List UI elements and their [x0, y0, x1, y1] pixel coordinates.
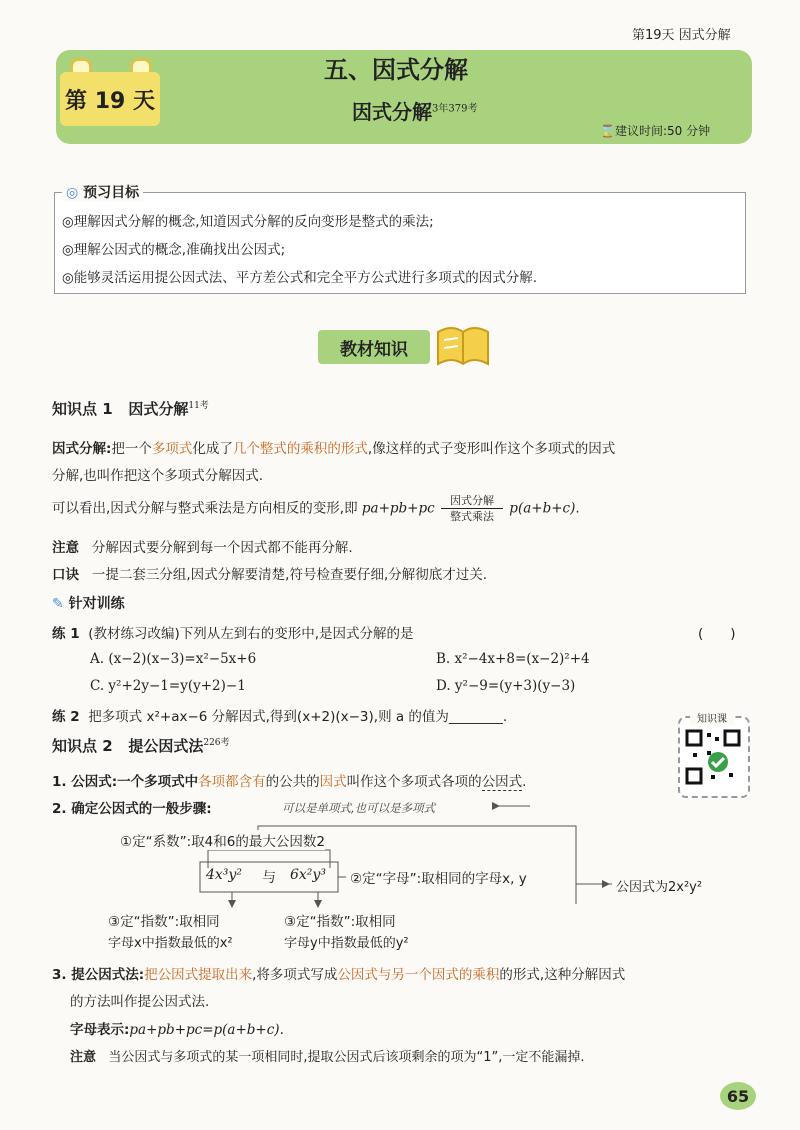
kp1-heading: 知识点 1 因式分解$^{11考}$ — [52, 400, 209, 418]
hourglass-icon: ⌛ — [600, 124, 615, 138]
handwritten-note: 可以是单项式,也可以是多项式 — [282, 801, 436, 815]
kp1-relation: 可以看出,因式分解与整式乘法是方向相反的变形,即 pa+pb+pc $\frac{\text{因式分解}}{\text{整式乘法}}$ p(a+b+c). — [52, 494, 580, 523]
option-b: B. x²−4x+8=(x−2)²+4 — [436, 651, 590, 667]
term-and: 与 — [262, 870, 276, 886]
step-exponent-x: ③定“指数”:取相同 — [108, 914, 220, 930]
qr-label: 知识课 — [690, 710, 734, 725]
kp2-point2: 2. 确定公因式的一般步骤: — [52, 801, 212, 817]
exercise-2: 练 2 把多项式 x²+ax−6 分解因式,得到(x+2)(x−3),则 a 的值为________. — [52, 709, 508, 725]
target-icon: ◎ — [66, 185, 79, 201]
step-exponent-y: ③定“指数”:取相同 — [284, 914, 396, 930]
answer-paren: ( ) — [698, 626, 736, 642]
kp2-letter-form: 字母表示:pa+pb+pc=p(a+b+c). — [70, 1022, 284, 1038]
step-exponent-y-detail: 字母y中指数最低的y² — [284, 936, 409, 951]
bidirectional-arrow: $\frac{\text{因式分解}}{\text{整式乘法}}$ — [441, 494, 503, 523]
pencil-icon: ✎ — [52, 596, 64, 612]
term-1: 4x³y² — [206, 867, 242, 883]
section-title: 因式分解$^{3年379考}$ — [352, 100, 478, 124]
option-d: D. y²−9=(y+3)(y−3) — [436, 678, 576, 694]
kp1-definition-line2: 分解,也叫作把这个多项式分解因式. — [52, 468, 264, 484]
kp2-note: 注意 当公因式与多项式的某一项相同时,提取公因式后该项剩余的项为“1”,一定不能漏掉. — [70, 1050, 585, 1065]
goals-title: ◎ 预习目标 — [62, 182, 143, 202]
option-c: C. y²+2y−1=y(y+2)−1 — [90, 678, 246, 694]
goal-item: ◎能够灵活运用提公因式法、平方差公式和完全平方公式进行多项式的因式分解. — [62, 270, 538, 286]
training-heading: ✎ 针对训练 — [52, 596, 125, 612]
goal-item: ◎理解公因式的概念,准确找出公因式; — [62, 242, 286, 258]
goal-item: ◎理解因式分解的概念,知道因式分解的反向变形是整式的乘法; — [62, 214, 434, 230]
term-2: 6x²y³ — [290, 867, 326, 883]
kp1-definition: 因式分解:把一个多项式化成了几个整式的乘积的形式,像这样的式子变形叫作这个多项式的因式 — [52, 441, 616, 457]
option-a: A. (x−2)(x−3)=x²−5x+6 — [90, 651, 257, 667]
suggested-time: ⌛建议时间:50 分钟 — [600, 124, 711, 138]
step-letter: ②定“字母”:取相同的字母x, y — [350, 871, 527, 887]
exercise-1: 练 1 (教材练习改编)下列从左到右的变形中,是因式分解的是 — [52, 626, 414, 642]
page-number: 65 — [720, 1082, 756, 1110]
kp2-point3-line2: 的方法叫作提公因式法. — [70, 994, 210, 1010]
day-badge: 第 19 天 — [60, 72, 160, 126]
kp1-rhyme: 口诀 一提二套三分组,因式分解要清楚,符号检查要仔细,分解彻底才过关. — [52, 567, 488, 583]
common-factor-result: 公因式为2x²y² — [616, 880, 703, 895]
kp2-point3: 3. 提公因式法:把公因式提取出来,将多项式写成公因式与另一个因式的乘积的形式,这种分解因式 — [52, 967, 626, 983]
step-exponent-x-detail: 字母x中指数最低的x² — [108, 936, 233, 951]
textbook-knowledge-heading: 教材知识 — [318, 330, 430, 364]
kp2-heading: 知识点 2 提公因式法$^{226考}$ — [52, 737, 230, 755]
running-head: 第19天 因式分解 — [632, 28, 731, 43]
step-coefficient: ①定“系数”:取4和6的最大公因数2 — [120, 830, 325, 850]
chapter-title: 五、因式分解 — [324, 56, 468, 84]
section-exam-count: 3年379考 — [432, 103, 478, 115]
kp1-note: 注意 分解因式要分解到每一个因式都不能再分解. — [52, 540, 353, 556]
kp2-point1: 1. 公因式:一个多项式中各项都含有的公共的因式叫作这个多项式各项的公因式. — [52, 774, 527, 790]
